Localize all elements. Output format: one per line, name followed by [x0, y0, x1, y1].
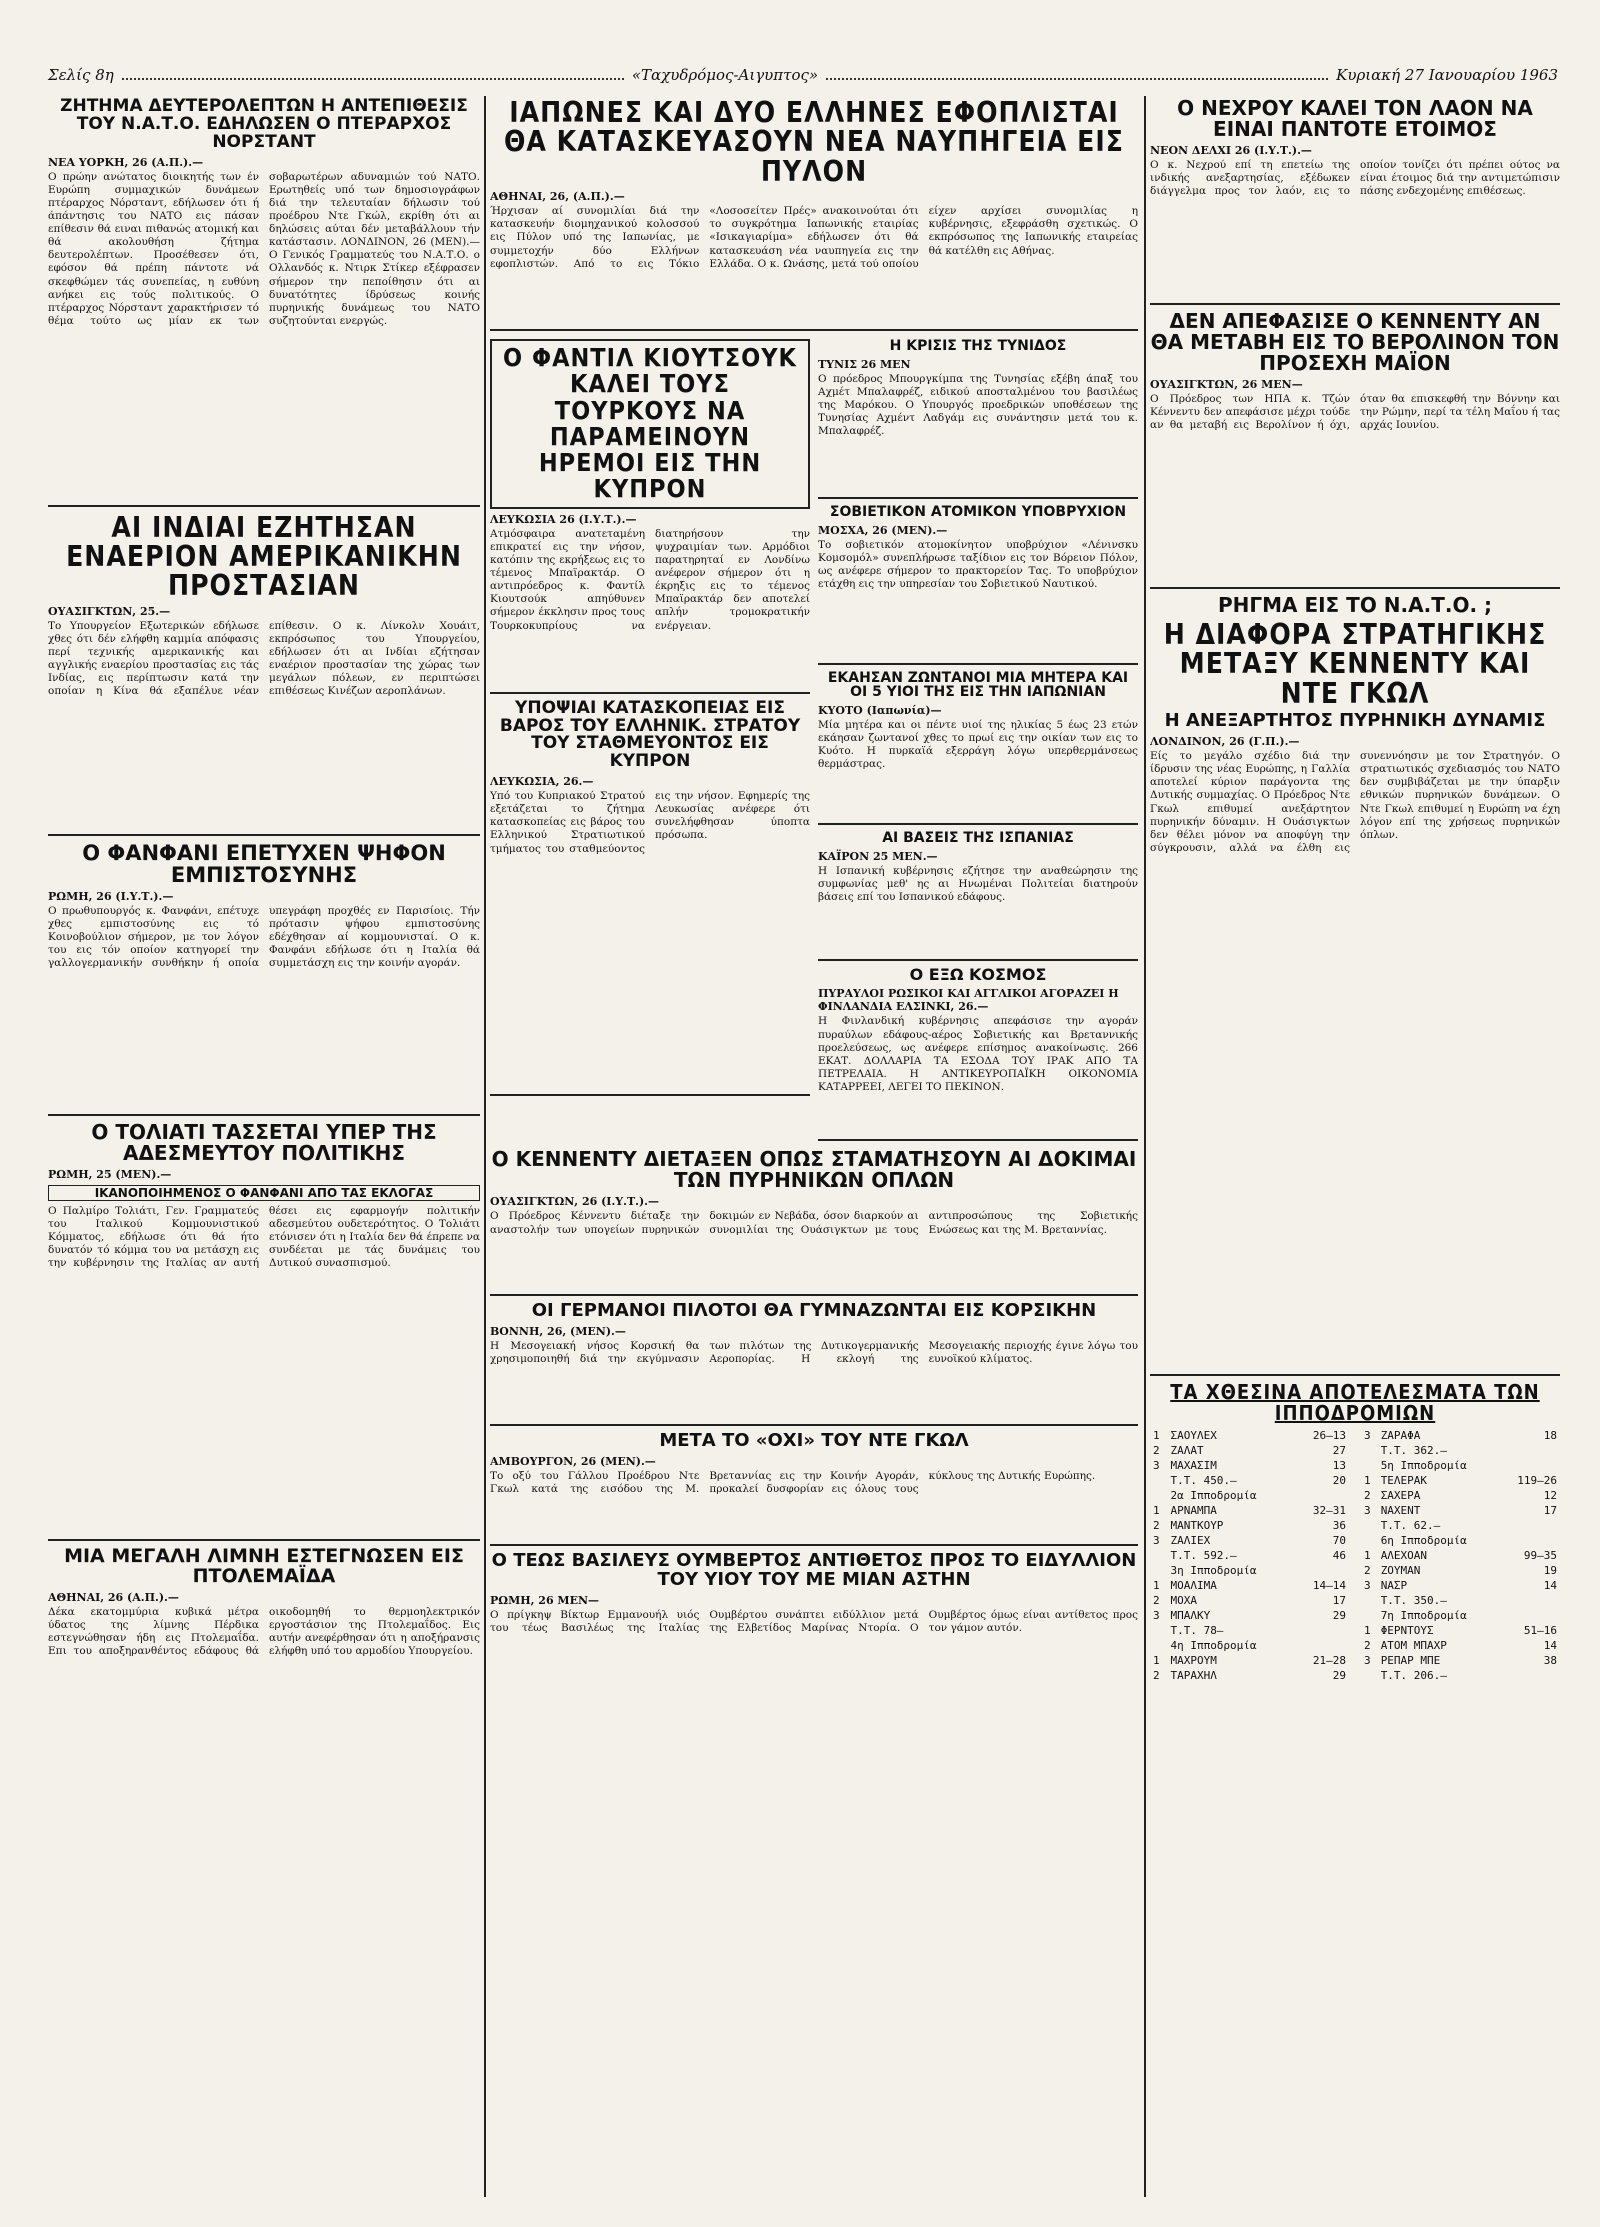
article-body: Ο πρώην ανώτατος διοικητής των έν Ευρώπη συμμαχικών δυνάμεων πτέραρχος Νόρσταντ, εδήλωσεν ότι ή άπάντησις του ΝΑΤΟ εις πάσαν επίθεσιν θά ειναι πιθανώς ατομική και θά ακολουθήση ζήτημα δευτερολέπτων. Προσέθεσεν ότι, εφόσον θά πρέπη πάντοτε νά σκεφθώμεν τάς συνεπείας, η ευθύνη ανήκει εις τούς πολιτικούς. Ο πτέραρχος Νόρσταντ χαρακτήρισεν τό θέμα τούτο ως μίαν εκ των σοβαρωτέρων αδυναμιών τού ΝΑΤΟ. Ερωτηθείς υπό των δημοσιογράφων διά την τελευταίαν δήλωσιν τού προέδρου Ντε Γκώλ, εκρίθη ότι αι δηλώσεις αύται δέν μεταβάλλουν τήν κατάστασιν. ΛΟΝΔΙΝΟΝ, 26 (ΜΕΝ).— Ο Γενικός Γραμματεύς του Ν.Α.Τ.Ο. ο Ολλανδός κ. Ντιρκ Στίκερ εξέφρασεν σήμερον την πεποίθησιν ότι αι δυνατότητες ίδρύσεως κοινής πυρηνικής δυνάμεως του ΝΑΤΟ συζητούνται ενεργώς.	[48, 170, 480, 327]
result-odds: 119—26	[1517, 1474, 1557, 1488]
headline: Ο ΕΞΩ ΚΟΣΜΟΣ	[909, 964, 1047, 984]
result-odds	[1499, 1518, 1560, 1533]
headline: ΙΑΠΩΝΕΣ ΚΑΙ ΔΥΟ ΕΛΛΗΝΕΣ ΕΦΟΠΛΙΣΤΑΙ ΘΑ ΚΑΤΑΣΚΕΥΑΣΟΥΝ ΝΕΑ ΝΑΥΠΗΓΕΙΑ ΕΙΣ ΠΥΛΟΝ	[504, 96, 1124, 188]
column-right	[1150, 96, 1560, 2197]
result-odds: 12	[1543, 1489, 1557, 1503]
dateline: ΑΘΗΝΑΙ, 26, (Α.Π.).—	[490, 190, 625, 204]
result-horse: Τ.Τ. 206.—	[1380, 1669, 1447, 1683]
story-japanese-shipyards	[490, 98, 1138, 331]
article-body: Ήρχισαν αί συνομιλίαι διά την κατασκευήν διομηχανικού κολοσσού εις Πύλον υπό της Ιαπωνίας, με συμμετοχήν δύο Ελλήνων εφοπλιστών. Από το εις Τόκιο «Λοσοσείτεν Πρές» ανακοινούται ότι το συγκρότημα Ιαπωνικής εταιρίας «Ισικαγιαρίμα» εδήλωσεν ότι θά κατασκευάση νέα ναυπηγεία εις την Ελλάδα. Ο κ. Ωνάσης, μετά τού οποίου είχεν αρχίσει συνομιλίας η κυβέρνησις, εξεφράσθη σχετικώς. Ο εκπρόσωπος της Ιαπωνικής εταιρείας θά κατέλθη εις Αθήνας.	[490, 205, 1138, 270]
result-place	[1361, 1593, 1378, 1608]
result-odds: 29	[1332, 1609, 1346, 1623]
result-row	[1150, 1488, 1349, 1503]
result-place: 2	[1153, 1669, 1160, 1683]
column-centre	[490, 96, 1138, 2197]
dateline: ΟΥΑΣΙΓΚΤΩΝ, 26 (Ι.Υ.Τ.).—	[490, 1195, 660, 1209]
result-horse: ΜΑΧΡΟΥΜ	[1170, 1654, 1217, 1668]
article-body: Ο πρόεδρος Μπουργκίμπα της Τυνησίας εξέβη άπαξ του Αχμέτ Μπαλαφρέζ, ειδικού αποσταλμένου του βασιλέως της Μαρόκου. Ο Υπουργός προεδρικών υποθέσεων της Τυνησίας Αχμέντ Λαδγάμ εις συνάντησιν μετά του κ. Μπαλαφρέζ.	[818, 372, 1138, 438]
result-place: 3	[1153, 1459, 1160, 1473]
article-body: Το σοβιετικόν ατομοκίνητον υποβρύχιον «Λένινσκυ Κομσομόλ» συνεπλήρωσε ταξίδιον εις τον Βόρειον Πόλον, ως ανέφερε σήμερον το πρακτορείον Τας. Το υποβρύχιον ετάχθη εις την υπηρεσίαν του Σοβιετικού Ναυτικού.	[818, 538, 1138, 590]
result-row	[1361, 1608, 1560, 1623]
column-rule	[484, 96, 486, 2197]
result-place: 1	[1153, 1579, 1160, 1593]
result-place: 2	[1364, 1564, 1371, 1578]
results-table-left	[1150, 1428, 1349, 1683]
result-place: 2	[1364, 1639, 1371, 1653]
result-place	[1150, 1638, 1167, 1653]
result-row	[1361, 1563, 1560, 1578]
result-horse: ΡΕΠΑΡ ΜΠΕ	[1380, 1654, 1441, 1668]
results-table-right	[1361, 1428, 1560, 1683]
story-after-no	[490, 1432, 1138, 1546]
result-horse: 3η Ιπποδρομία	[1170, 1564, 1257, 1578]
centre-right	[818, 337, 1138, 1147]
dateline: ΡΩΜΗ, 25 (ΜΕΝ).—	[48, 1167, 172, 1181]
result-horse: ΑΤΟΜ ΜΠΑΧΡ	[1380, 1639, 1447, 1653]
result-row	[1150, 1638, 1349, 1653]
article-body: Είς το μεγάλο σχέδιο διά την ίδρυσιν της νέας Ευρώπης, η Γαλλία αποτελεί κύριον παράγοντα της Δυτικής συμμαχίας. Ο Πρόεδρος Ντε Γκωλ επιθυμεί ανεξάρτητον πυρηνικήν δύναμιν. Η Ουάσιγκτων δεν θέλει μόνον να αποφύγη την σύγκρουσιν, αλλά να έλθη εις συνεννόησιν με τον Στρατηγόν. Ο στρατιωτικός σχεδιασμός του ΝΑΤΟ δεν συμβιβάζεται με την ύπαρξιν εθνικών πυρηνικών δυνάμεων. Ο Ντε Γκωλ επιθυμεί η Ευρώπη να έχη λόγον επί της χρήσεως πυρηνικών όπλων.	[1150, 750, 1560, 854]
article-body: Δέκα εκατομμύρια κυβικά μέτρα ύδατος της λίμνης Πέρδικα εστεγνώθησαν ήδη εις Πτολεμαΐδα. Επι του αποξηρανθέντος εδάφους θά οικοδομηθή το θερμοηλεκτρικόν εργοστάσιον της Πτολεμαΐδος. Εις αυτήν ανεφέρθησαν ότι η αποξήρανσις ελήφθη υπό του αρμοδίου Υπουργείου.	[48, 1605, 480, 1658]
headline: ΤΑ ΧΘΕΣΙΝΑ ΑΠΟΤΕΛΕΣΜΑΤΑ ΤΩΝ ΙΠΠΟΔΡΟΜΙΩΝ	[1170, 1380, 1540, 1426]
result-place	[1361, 1608, 1378, 1623]
masthead	[48, 64, 1558, 86]
masthead-rule	[122, 70, 624, 80]
result-row	[1150, 1458, 1349, 1473]
race-results	[1150, 1382, 1560, 1687]
article-body: Υπό του Κυπριακού Στρατού εξετάζεται το ζήτημα κατασκοπείας εις βάρος του Ελληνικού Στρατιωτικού τμήματος του σταθμεύοντος εις την νήσον. Εφημερίς της Λευκωσίας ανέφερε ότι συνελήφθησαν ύποπτα πρόσωπα.	[490, 790, 810, 855]
result-row	[1150, 1623, 1349, 1638]
result-horse: ΤΑΡΑΧΗΛ	[1170, 1669, 1217, 1683]
headline: Ο ΦΑΝΤΙΛ ΚΙΟΥΤΣΟΥΚ ΚΑΛΕΙ ΤΟΥΣ ΤΟΥΡΚΟΥΣ ΝΑ ΠΑΡΑΜΕΙΝΟΥΝ ΗΡΕΜΟΙ ΕΙΣ ΤΗΝ ΚΥΠΡΟΝ	[490, 339, 810, 509]
result-odds: 21—28	[1312, 1654, 1346, 1668]
result-place: 2	[1153, 1444, 1160, 1458]
result-horse: 2α Ιπποδρομία	[1170, 1489, 1257, 1503]
column-rule	[1144, 96, 1146, 2197]
result-horse: Τ.Τ. 362.—	[1380, 1444, 1447, 1458]
result-horse: ΑΛΕΧΟΑΝ	[1380, 1549, 1428, 1563]
result-odds: 20	[1332, 1474, 1346, 1488]
story-fanfani-confidence	[48, 842, 480, 1116]
result-place: 1	[1153, 1504, 1160, 1518]
headline: Ο ΦΑΝΦΑΝΙ ΕΠΕΤΥΧΕΝ ΨΗΦΟΝ ΕΜΠΙΣΤΟΣΥΝΗΣ	[82, 840, 446, 887]
result-place	[1361, 1533, 1378, 1548]
result-odds: 36	[1332, 1519, 1346, 1533]
result-horse: Τ.Τ. 78—	[1170, 1624, 1224, 1638]
story-kutchuk	[490, 339, 810, 694]
story-nato-rift	[1150, 595, 1560, 1376]
article-body: Ο κ. Νεχρού επί τη επετείω της ινδικής ανεξαρτησίας, εξέδωκεν διάγγελμα προς τον λαόν, εις το οποίον τονίζει ότι πρέπει ούτος να είναι έτοιμος διά την αντιμετώπισιν πάσης ενδεχομένης επιθέσεως.	[1150, 159, 1560, 198]
result-row	[1361, 1593, 1560, 1608]
result-odds: 51—16	[1523, 1624, 1557, 1638]
dateline: ΛΟΝΔΙΝΟΝ, 26 (Γ.Π.).—	[1150, 735, 1300, 749]
result-row	[1150, 1608, 1349, 1623]
headline: ΑΙ ΙΝΔΙΑΙ ΕΖΗΤΗΣΑΝ ΕΝΑΕΡΙΟΝ ΑΜΕΡΙΚΑΝΙΚΗΝ ΠΡΟΣΤΑΣΙΑΝ	[66, 510, 462, 603]
dateline: ΛΕΥΚΩΣΙΑ, 26.—	[490, 775, 594, 789]
dateline: ΟΥΑΣΙΓΚΤΩΝ, 25.—	[48, 604, 171, 618]
result-odds	[1499, 1668, 1560, 1683]
story-ptolemaida-lake	[48, 1544, 480, 1810]
headline: ΜΙΑ ΜΕΓΑΛΗ ΛΙΜΝΗ ΕΣΤΕΓΝΩΣΕΝ ΕΙΣ ΠΤΟΛΕΜΑΪΔΑ	[64, 1544, 464, 1587]
headline: Ο ΝΕΧΡΟΥ ΚΑΛΕΙ ΤΟΝ ΛΑΟΝ ΝΑ ΕΙΝΑΙ ΠΑΝΤΟΤΕ ΕΤΟΙΜΟΣ	[1177, 96, 1533, 141]
dateline: ΚΑΪΡΟΝ 25 ΜΕΝ.—	[818, 849, 938, 863]
headline: ΣΟΒΙΕΤΙΚΟΝ ΑΤΟΜΙΚΟΝ ΥΠΟΒΡΥΧΙΟΝ	[829, 503, 1127, 520]
article-body: Το Υπουργείον Εξωτερικών εδήλωσε χθες ότι δέν ελήφθη καμμία απόφασις περί τεχνικής αμερικανικής και αγγλικής εναερίου προστασίας εις τάς Ινδίας, εις περίπτωσιν κατά την οποίαν η Κίνα θά εξαπέλυε νέαν επίθεσιν. Ο κ. Λίνκολν Χουάιτ, εκπρόσωπος του Υπουργείου, εδήλωσεν ότι αι Ινδίαι εζήτησαν εναέριον προστασίαν της χώρας των μεγάλων πόλεων, εν περιπτώσει επιθέσεως Κινέζων αεροπλάνων.	[48, 619, 480, 698]
result-place	[1150, 1473, 1167, 1488]
result-row	[1150, 1518, 1349, 1533]
result-row	[1361, 1443, 1560, 1458]
story-india-air-protection	[48, 510, 480, 836]
result-odds: 19	[1543, 1564, 1557, 1578]
centre-left	[490, 337, 810, 1147]
result-horse: ΣΑΧΕΡΑ	[1380, 1489, 1421, 1503]
dateline: ΛΕΥΚΩΣΙΑ 26 (Ι.Υ.Τ.).—	[490, 512, 637, 526]
headline: ΑΙ ΒΑΣΕΙΣ ΤΗΣ ΙΣΠΑΝΙΑΣ	[882, 829, 1074, 846]
article-body: Ο Παλμίρο Τολιάτι, Γεν. Γραμματεύς του Ιταλικού Κομμουνιστικού Κόμματος, εδήλωσε ότι θά ήτο δυνατόν τό κόμμα του να μετάσχη εις την κυβέρνησιν της Ιταλίας αν αυτή θέσει εις εφαρμογήν πολιτικήν αδεσμεύτου ουδετερότητος. Ο Τολιάτι ετόνισεν ότι η Ιταλία δεν θά έπρεπε να συνδέεται με τάς δυνάμεις του Δυτικού συνασπισμού.	[48, 1204, 480, 1270]
result-row	[1150, 1653, 1349, 1668]
result-place: 3	[1153, 1609, 1160, 1623]
result-horse: ΖΑΛΙΕΧ	[1170, 1534, 1211, 1548]
result-horse: Τ.Τ. 350.—	[1380, 1594, 1447, 1608]
article-body: Η Φινλανδική κυβέρνησις απεφάσισε την αγοράν πυραύλων εδάφους-αέρος Σοβιετικής και Βρεταννικής προελεύσεως, ως ανέφερε επίσημος ανακοίνωσις. 266 ΕΚΑΤ. ΔΟΛΛΑΡΙΑ ΤΑ ΕΣΟΔΑ ΤΟΥ ΙΡΑΚ ΑΠΟ ΤΑ ΠΕΤΡΕΛΑΙΑ. Η ΑΝΤΙΚΕΥΡΟΠΑΪΚΗ ΟΙΚΟΝΟΜΙΑ ΚΑΤΑΡΡΕΕΙ, ΛΕΓΕΙ ΤΟ ΠΕΚΙΝΟΝ.	[818, 1015, 1138, 1094]
result-odds	[1499, 1458, 1560, 1473]
result-place: 3	[1153, 1534, 1160, 1548]
dateline: ΠΥΡΑΥΛΟΙ ΡΩΣΙΚΟΙ ΚΑΙ ΑΓΓΛΙΚΟΙ ΑΓΟΡΑΖΕΙ Η ΦΙΝΛΑΝΔΙΑ ΕΛΣΙΝΚΙ, 26.—	[818, 987, 1119, 1014]
headline: ΟΙ ΓΕΡΜΑΝΟΙ ΠΙΛΟΤΟΙ ΘΑ ΓΥΜΝΑΖΩΝΤΑΙ ΕΙΣ ΚΟΡΣΙΚΗΝ	[531, 1300, 1097, 1322]
masthead-rule	[826, 70, 1328, 80]
article-body: Η Μεσογειακή νήσος Κορσική θα χρησιμοποιηθή διά την εκγύμνασιν των πιλότων της Δυτικογερμανικής Αεροπορίας. Η εκλογή της Μεσογειακής περιοχής έγινε λόγω του ευνοϊκού κλίματος.	[490, 1340, 1138, 1366]
result-horse: 4η Ιπποδρομία	[1170, 1639, 1257, 1653]
headline: Ο ΤΕΩΣ ΒΑΣΙΛΕΥΣ ΟΥΜΒΕΡΤΟΣ ΑΝΤΙΘΕΤΟΣ ΠΡΟΣ ΤΟ ΕΙΔΥΛΛΙΟΝ ΤΟΥ ΥΙΟΥ ΤΟΥ ΜΕ ΜΙΑΝ ΑΣΤΗΝ	[491, 1550, 1137, 1591]
result-row	[1150, 1428, 1349, 1443]
article-body: Ο πρίγκηψ Βίκτωρ Εμμανουήλ υιός του τέως Βασιλέως της Ιταλίας Ουμβέρτου συνάπτει ειδύλλιον μετά της Ελβετίδος Μαρίνας Ντορία. Ο Ουμβέρτος όμως είναι αντίθετος προς τον γάμον αυτόν.	[490, 1608, 1138, 1635]
dateline: ΡΩΜΗ, 26 (Ι.Υ.Τ.).—	[48, 889, 174, 903]
result-row	[1150, 1578, 1349, 1593]
result-odds	[1499, 1608, 1560, 1623]
result-odds	[1295, 1488, 1349, 1503]
result-place	[1361, 1668, 1378, 1683]
result-horse: ΜΟΧΑ	[1170, 1594, 1197, 1608]
article-body: Ο Πρόεδρος Κέννεντυ διέταξε την αναστολήν των υπογείων πυρηνικών δοκιμών εν Νεβάδα, όσον διαρκούν αι συνομιλίαι της Ουάσιγκτων με τους αντιπροσώπους της Σοβιετικής Ενώσεως και της Μ. Βρεταννίας.	[490, 1210, 1138, 1236]
result-odds: 14—14	[1312, 1579, 1346, 1593]
result-row	[1361, 1458, 1560, 1473]
result-horse: Τ.Τ. 62.—	[1380, 1519, 1441, 1533]
result-horse: 6η Ιπποδρομία	[1380, 1534, 1467, 1548]
dateline: ΑΘΗΝΑΙ, 26 (Α.Π.).—	[48, 1590, 179, 1604]
result-place: 2	[1153, 1519, 1160, 1533]
result-odds: 29	[1332, 1669, 1346, 1683]
result-place: 2	[1153, 1594, 1160, 1608]
result-horse: ΜΟΑΛΙΜΑ	[1170, 1579, 1217, 1593]
dateline: ΝΕΟΝ ΔΕΛΧΙ 26 (Ι.Υ.Τ.).—	[1150, 144, 1312, 157]
dateline: ΑΜΒΟΥΡΓΟΝ, 26 (ΜΕΝ).—	[490, 1455, 656, 1469]
result-place: 1	[1153, 1429, 1160, 1443]
headline: Ο ΤΟΛΙΑΤΙ ΤΑΣΣΕΤΑΙ ΥΠΕΡ ΤΗΣ ΑΔΕΣΜΕΥΤΟΥ ΠΟΛΙΤΙΚΗΣ	[91, 1119, 437, 1165]
headline: ΔΕΝ ΑΠΕΦΑΣΙΣΕ Ο ΚΕΝΝΕΝΤΥ ΑΝ ΘΑ ΜΕΤΑΒΗ ΕΙΣ ΤΟ ΒΕΡΟΛΙΝΟΝ ΤΟΝ ΠΡΟΣΕΧΗ ΜΑΪΟΝ	[1150, 309, 1560, 375]
result-odds: 14	[1543, 1579, 1557, 1593]
result-odds	[1295, 1563, 1349, 1578]
result-place: 1	[1364, 1549, 1371, 1563]
dateline: ΜΟΣΧΑ, 26 (ΜΕΝ).—	[818, 523, 948, 537]
dateline: ΟΥΑΣΙΓΚΤΩΝ, 26 ΜΕΝ—	[1150, 378, 1303, 391]
result-odds: 46	[1332, 1549, 1346, 1563]
result-horse: ΝΑΧΕΝΤ	[1380, 1504, 1421, 1518]
article-body: Ο Πρόεδρος των ΗΠΑ κ. Τζών Κέννεντυ δεν απεφάσισε μέχρι τούδε αν θα μεταβή εις Βερολίνον ή όχι, όταν θα επισκεφθή την Βόννην και την Ρώμην, περί τα τέλη Μαΐου ή τας αρχάς Ιουνίου.	[1150, 393, 1560, 432]
story-outside-world	[818, 964, 1138, 1142]
result-place: 3	[1364, 1579, 1371, 1593]
result-horse: ΑΡΝΑΜΠΑ	[1170, 1504, 1217, 1518]
centre-split	[490, 337, 1138, 1147]
result-row	[1150, 1548, 1349, 1563]
result-odds: 27	[1332, 1444, 1346, 1458]
result-horse: Τ.Τ. 450.—	[1170, 1474, 1237, 1488]
story-tunis	[818, 339, 1138, 499]
result-place: 3	[1364, 1504, 1371, 1518]
result-horse: ΖΟΥΜΑΝ	[1380, 1564, 1421, 1578]
dateline: ΒΟΝΝΗ, 26, (ΜΕΝ).—	[490, 1325, 626, 1339]
result-place	[1361, 1458, 1378, 1473]
result-odds: 38	[1543, 1654, 1557, 1668]
results-tables	[1150, 1428, 1560, 1683]
result-horse: ΤΕΛΕΡΑΚ	[1380, 1474, 1428, 1488]
story-nehru	[1150, 98, 1560, 305]
result-place	[1361, 1518, 1378, 1533]
result-place: 1	[1364, 1474, 1371, 1488]
headline: ΖΗΤΗΜΑ ΔΕΥΤΕΡΟΛΕΠΤΩΝ Η ΑΝΤΕΠΙΘΕΣΙΣ ΤΟΥ Ν.Α.Τ.Ο. ΕΔΗΛΩΣΕΝ Ο ΠΤΕΡΑΡΧΟΣ ΝΟΡΣΤΑΝΤ	[60, 96, 468, 152]
result-place	[1150, 1548, 1167, 1563]
subheadline: Η ΑΝΕΞΑΡΤΗΤΟΣ ΠΥΡΗΝΙΚΗ ΔΥΝΑΜΙΣ	[1164, 710, 1546, 732]
result-odds	[1295, 1638, 1349, 1653]
result-row	[1150, 1593, 1349, 1608]
result-odds: 17	[1543, 1504, 1557, 1518]
story-nato-seconds	[48, 98, 480, 507]
headline: ΥΠΟΨΙΑΙ ΚΑΤΑΣΚΟΠΕΙΑΣ ΕΙΣ ΒΑΡΟΣ ΤΟΥ ΕΛΛΗΝΙΚ. ΣΤΡΑΤΟΥ ΤΟΥ ΣΤΑΘΜΕΥΟΝΤΟΣ ΕΙΣ ΚΥΠΡΟΝ	[499, 697, 801, 772]
result-row	[1361, 1623, 1560, 1638]
result-horse: ΜΠΑΛΚΥ	[1170, 1609, 1211, 1623]
result-odds	[1295, 1623, 1349, 1638]
result-odds	[1499, 1443, 1560, 1458]
article-body: Η Ισπανική κυβέρνησις εζήτησε την αναθεώρησιν της συμφωνίας μεθ' ης αι Ηνωμέναι Πολιτείαι διατηρούν βάσεις επί του Ισπανικού εδάφους.	[818, 864, 1138, 903]
story-kennedy-tests	[490, 1149, 1138, 1296]
result-row	[1361, 1518, 1560, 1533]
result-row	[1361, 1488, 1560, 1503]
result-horse: ΜΑΧΑΣΙΜ	[1170, 1459, 1217, 1473]
result-place: 3	[1364, 1654, 1371, 1668]
result-odds: 18	[1543, 1429, 1557, 1443]
result-horse: ΜΑΝΤΚΟΥΡ	[1170, 1519, 1224, 1533]
result-row	[1361, 1428, 1560, 1443]
article-body: Μία μητέρα και οι πέντε υιοί της ηλικίας 5 έως 23 ετών εκάησαν ζωντανοί χθες το πρωί εις την οικίαν των εις το Κυότο. Η πυρκαϊά εξερράγη λόγω υπερθερμάνσεως θερμάστρας.	[818, 718, 1138, 771]
result-odds: 26—13	[1312, 1429, 1346, 1443]
result-place	[1150, 1488, 1167, 1503]
result-row	[1150, 1668, 1349, 1683]
result-odds: 70	[1332, 1534, 1346, 1548]
story-soviet-submarine	[818, 505, 1138, 665]
dateline: ΝΕΑ ΥΟΡΚΗ, 26 (Α.Π.).—	[48, 155, 204, 169]
page-number: Σελίς 8η	[48, 66, 114, 84]
result-odds	[1499, 1533, 1560, 1548]
article-body: Ατμόσφαιρα ανατεταμένη επικρατεί εις την νήσον, κατόπιν της εκρήξεως εις το τέμενος Μπαϊρακτάρ. Ο αντιπρόεδρος κ. Φαντίλ Κιουτσούκ απηύθυνεν σήμερον έκκλησιν προς τους Τουρκοκυπρίους να διατηρήσουν την ψυχραιμίαν των. Αρμόδιοι παρατηρηταί εν Λονδίνω ανέφερον σήμερον ότι η έκρηξις εις το τέμενος Μπαϊρακτάρ δεν αποτελεί απλήν τρομοκρατικήν ενέργειαν.	[490, 527, 810, 632]
result-horse: ΣΑΟΥΛΕΧ	[1170, 1429, 1217, 1443]
kicker: ΡΗΓΜΑ ΕΙΣ ΤΟ Ν.Α.Τ.Ο. ;	[1217, 593, 1493, 617]
dateline: ΤΥΝΙΣ 26 ΜΕΝ	[818, 357, 911, 371]
headline: Η ΔΙΑΦΟΡΑ ΣΤΡΑΤΗΓΙΚΗΣ ΜΕΤΑΞΥ ΚΕΝΝΕΝΤΥ ΚΑΙ ΝΤΕ ΓΚΩΛ	[1163, 618, 1547, 710]
result-row	[1150, 1473, 1349, 1488]
result-row	[1150, 1563, 1349, 1578]
result-place: 1	[1364, 1624, 1371, 1638]
issue-date: Κυριακή 27 Ιανουαρίου 1963	[1336, 66, 1558, 84]
result-odds: 13	[1332, 1459, 1346, 1473]
result-odds: 99—35	[1523, 1549, 1557, 1563]
story-umberto	[490, 1552, 1138, 1713]
result-horse: ΖΑΛΑΤ	[1170, 1444, 1204, 1458]
headline: Η ΚΡΙΣΙΣ ΤΗΣ ΤΥΝΙΔΟΣ	[889, 338, 1067, 355]
story-togliatti	[48, 1119, 480, 1541]
result-place: 2	[1364, 1489, 1371, 1503]
column-left	[48, 96, 480, 2197]
result-row	[1150, 1533, 1349, 1548]
story-spain-bases	[818, 831, 1138, 961]
article-body: Ο πρωθυπουργός κ. Φανφάνι, επέτυχε χθες εμπιστοσύνης εις τό Κοινοβούλιον σήμερον, με τον λόγον του εις τόν οποίον κατηγορεί την γαλλογερμανικήν συνθήκην ή οποία υπεγράφη προχθές εν Παρισίοις. Τήν πρότασιν ψήφου εμπιστοσύνης εδέχθησαν αί κομμουνισταί. Ο κ. Φανφάνι εδήλωσε ότι η Ιταλία θά συμμετάσχη εις την κοινήν αγοράν.	[48, 904, 480, 970]
result-row	[1361, 1668, 1560, 1683]
result-row	[1150, 1443, 1349, 1458]
result-odds: 14	[1543, 1639, 1557, 1653]
result-horse: Τ.Τ. 592.—	[1170, 1549, 1237, 1563]
result-row	[1361, 1533, 1560, 1548]
story-espionage-cyprus	[490, 697, 810, 1096]
result-horse: 5η Ιπποδρομία	[1380, 1459, 1467, 1473]
result-place	[1361, 1443, 1378, 1458]
article-body: Το οξύ του Γάλλου Προέδρου Ντε Γκωλ κατά της εισόδου της Μ. Βρεταννίας εις την Κοινήν Αγοράν, προκαλεί δυσφορίαν εις όλους τους κύκλους της Δυτικής Ευρώπης.	[490, 1470, 1096, 1496]
result-odds	[1499, 1593, 1560, 1608]
headline: ΜΕΤΑ ΤΟ «ΟΧΙ» ΤΟΥ ΝΤΕ ΓΚΩΛ	[659, 1430, 969, 1452]
story-japan-fire	[818, 671, 1138, 825]
dateline: ΡΩΜΗ, 26 ΜΕΝ—	[490, 1593, 600, 1607]
result-row	[1361, 1473, 1560, 1488]
result-row	[1361, 1653, 1560, 1668]
box-headline: ΙΚΑΝΟΠΟΙΗΜΕΝΟΣ Ο ΦΑΝΦΑΝΙ ΑΠΟ ΤΑΣ ΕΚΛΟΓΑΣ	[48, 1185, 480, 1201]
result-row	[1361, 1578, 1560, 1593]
result-horse: ΝΑΣΡ	[1380, 1579, 1408, 1593]
headline: Ο ΚΕΝΝΕΝΤΥ ΔΙΕΤΑΞΕΝ ΟΠΩΣ ΣΤΑΜΑΤΗΣΟΥΝ ΑΙ ΔΟΚΙΜΑΙ ΤΩΝ ΠΥΡΗΝΙΚΩΝ ΟΠΛΩΝ	[491, 1147, 1137, 1193]
dateline: ΚΥΟΤΟ (Ιαπωνία)—	[818, 703, 942, 717]
result-row	[1150, 1503, 1349, 1518]
result-horse: 7η Ιπποδρομία	[1380, 1609, 1467, 1623]
result-horse: ΦΕΡΝΤΟΥΣ	[1380, 1624, 1434, 1638]
result-place: 3	[1364, 1429, 1371, 1443]
result-odds: 17	[1332, 1594, 1346, 1608]
story-kennedy-berlin	[1150, 311, 1560, 589]
story-german-pilots	[490, 1302, 1138, 1426]
result-row	[1361, 1503, 1560, 1518]
result-place	[1150, 1563, 1167, 1578]
paper-name: «Ταχυδρόμος-Αιγυπτος»	[631, 66, 819, 84]
result-row	[1361, 1548, 1560, 1563]
result-place: 1	[1153, 1654, 1160, 1668]
result-row	[1361, 1638, 1560, 1653]
result-odds: 32—31	[1312, 1504, 1346, 1518]
result-horse: ΖΑΡΑΦΑ	[1380, 1429, 1421, 1443]
headline: ΕΚΑΗΣΑΝ ΖΩΝΤΑΝΟΙ ΜΙΑ ΜΗΤΕΡΑ ΚΑΙ ΟΙ 5 ΥΙΟΙ ΤΗΣ ΕΙΣ ΤΗΝ ΙΑΠΩΝΙΑΝ	[827, 669, 1129, 701]
result-place	[1150, 1623, 1167, 1638]
